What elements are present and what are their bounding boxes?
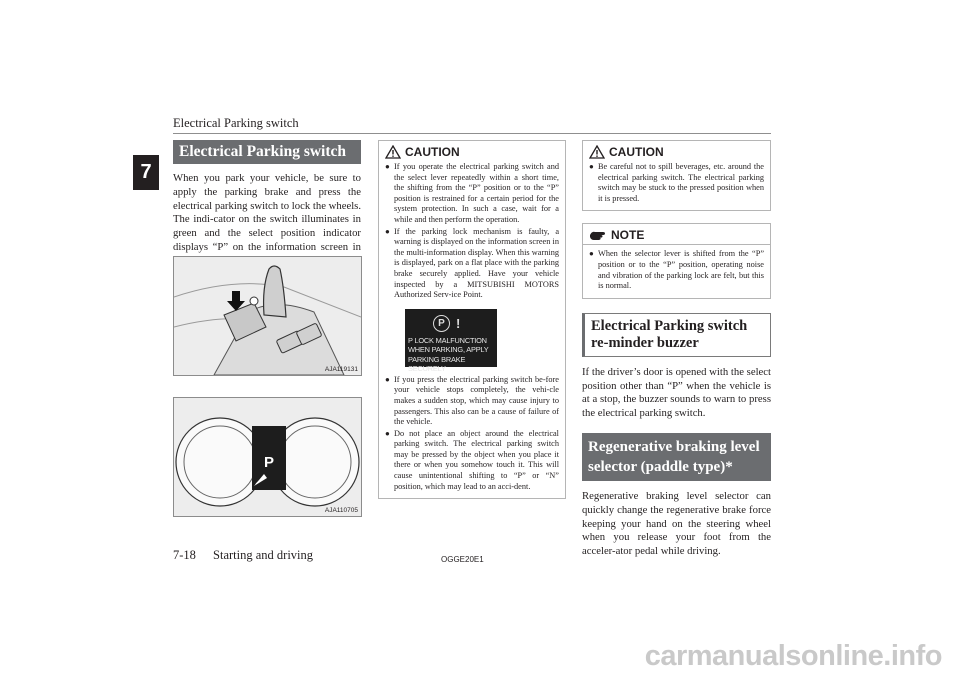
caution-heading — [385, 145, 559, 159]
bullet-icon: ● — [385, 428, 390, 438]
caution-item: ● Be careful not to spill beverages, etc. around the electrical parking switch. The electrical parking switch may be stuck to the pressed position when it is pressed. — [589, 162, 764, 203]
caution-heading — [589, 145, 764, 159]
section-title: Electrical Parking switch — [173, 140, 361, 164]
reminder-heading: Electrical Parking switch re-minder buzzer — [582, 313, 771, 357]
caution-box-2 — [582, 140, 771, 211]
running-title: Electrical Parking switch — [173, 116, 299, 130]
note-box — [582, 223, 771, 298]
column-3 — [582, 140, 771, 559]
bullet-icon: ● — [385, 226, 390, 236]
bullet-icon: ● — [589, 162, 594, 171]
caution-title: CAUTION — [405, 145, 460, 159]
regen-heading: Regenerative braking level selector (paddle type)* — [582, 433, 771, 481]
console-illustration — [174, 257, 361, 375]
warning-triangle-icon — [385, 145, 401, 159]
caution-item: ● If you press the electrical parking switch be-fore your vehicle stops completely, the vehi-cle makes a sudden stop, which may cause injury to passengers. This also can be a cause of failure of the vehicle. — [385, 374, 559, 427]
bullet-icon: ● — [589, 249, 594, 259]
warning-triangle-icon — [589, 145, 605, 159]
parking-switch-figure — [173, 256, 362, 376]
figure-2-code: AJA110705 — [324, 507, 358, 514]
parking-p-icon: P — [433, 315, 450, 332]
note-item: ● When the selector lever is shifted from the “P” position or to the “P” position, operating noise and vibration of the parking lock are felt, but this is normal. — [589, 249, 764, 291]
header-rule — [173, 133, 771, 134]
caution-item: ● If you operate the electrical parking switch and the select lever repeatedly within a short time, the shifting from the “P” position or to the “P” position is restrained for a certain period for the system protection. In such a case, wait for a while and then perform the operation. — [385, 162, 559, 224]
exclamation-icon: ! — [456, 315, 461, 331]
caution-box — [378, 140, 566, 499]
select-position-indicator: P — [264, 454, 275, 471]
caution-item: ● If the parking lock mechanism is faulty, a warning is displayed on the information screen in the multi-information display. When this warning is displayed, park on a flat place with the parking brake securely applied. Have your vehicle inspected by a MITSUBISHI MOTORS Authorized Serv-ice Point. — [385, 226, 559, 300]
malfunction-warning-display — [405, 309, 497, 373]
warning-message: P LOCK MALFUNCTION WHEN PARKING, APPLY PARKING BRAKE SECURELY — [408, 335, 489, 373]
figure-1-code: AJA119131 — [324, 366, 358, 373]
meter-figure — [173, 397, 362, 517]
column-1 — [173, 140, 361, 269]
caution-item: ● Do not place an object around the electrical parking switch. The electrical parking switch may be pressed by the object when you place it there or when you somehow touch it. This will cause unintentional shifting to “P” or “N” position, which may lead to an acci-dent. — [385, 428, 559, 491]
page-number: 7-18 — [173, 548, 196, 562]
column-2 — [378, 140, 566, 499]
bullet-icon: ● — [385, 374, 390, 384]
caution-title: CAUTION — [609, 145, 664, 159]
regen-text: Regenerative braking level selector can quickly change the regenerative brake force keeping your hand on the steering wheel when you release your foot from the acceler-ator pedal while driving. — [582, 489, 771, 558]
footer-page — [173, 548, 313, 563]
reminder-text: If the driver’s door is opened with the select position other than “P” when the vehicle is at a stop, the buzzer sounds to warn to press the electrical parking switch. — [582, 365, 771, 420]
chapter-tab: 7 — [133, 155, 159, 190]
note-heading — [583, 228, 770, 245]
note-title: NOTE — [611, 228, 645, 243]
note-hand-icon — [589, 229, 607, 241]
watermark[interactable]: carmanualsonline.info — [644, 640, 942, 672]
chapter-name: Starting and driving — [213, 548, 314, 562]
doc-code: OGGE20E1 — [441, 555, 484, 564]
bullet-icon: ● — [385, 162, 390, 171]
section-intro: When you park your vehicle, be sure to apply the parking brake and press the electrical parking switch to lock the wheels. The indi-cator on the switch illuminates in green and the select position indicator displays “P” on the information screen in — [173, 172, 361, 253]
